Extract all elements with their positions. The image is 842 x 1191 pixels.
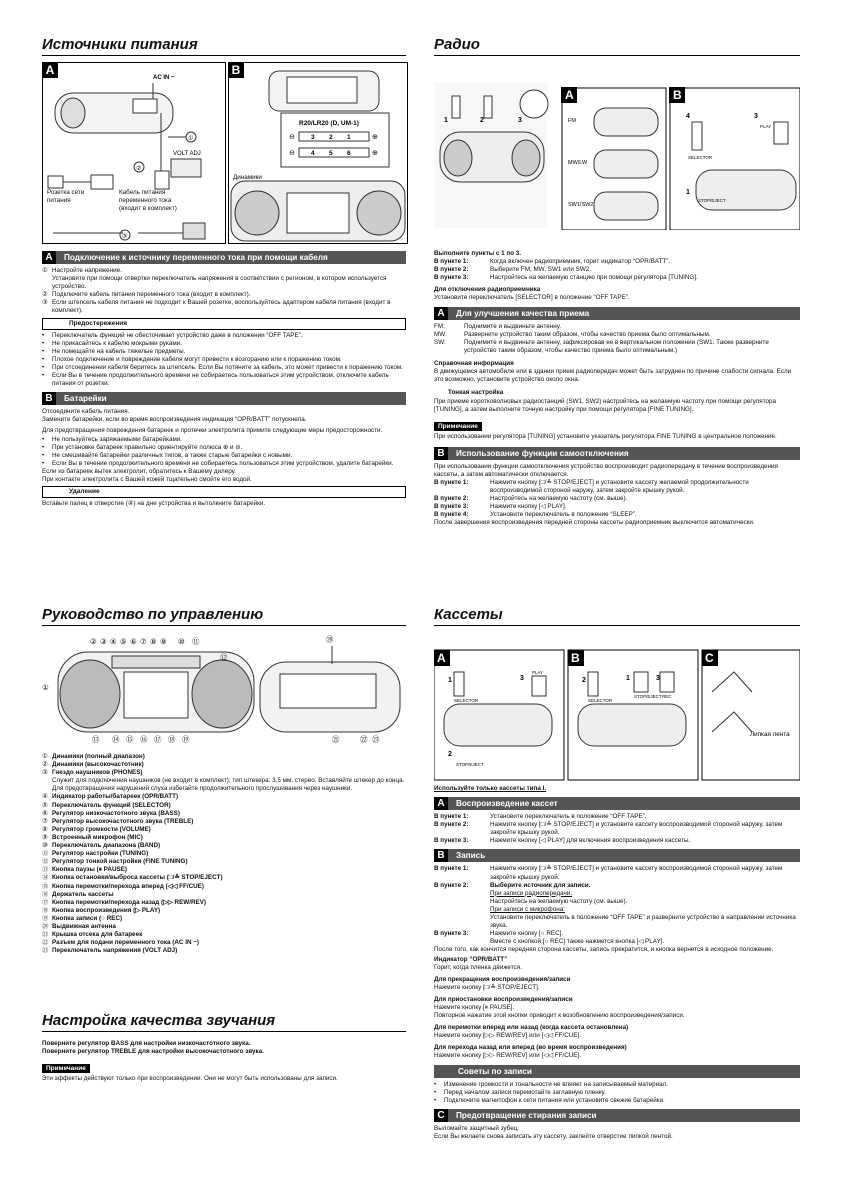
cas-sec-a-letter: A xyxy=(434,797,448,810)
ac-step-2: Подключите кабель питания переменного тока (входит в комплект). xyxy=(52,291,251,299)
sleep-step-text: Установите переключатель в положение “SLEEP”. xyxy=(490,511,637,519)
sound-heading: Настройка качества звучания xyxy=(42,1012,406,1032)
battery-p2: Замените батарейки, если во время воспроизведения индикация “OPR/BATT” потускнела. xyxy=(42,416,307,424)
ctrl-item-num: ⑳ xyxy=(42,922,49,930)
band-sw: SW1/SW2 xyxy=(568,202,594,208)
ctrl-num: ⑪ xyxy=(192,637,200,646)
band-key: MW: xyxy=(434,330,447,338)
radio-sec-a-title: Для улучшения качества приема xyxy=(456,308,590,318)
radio-step-text: Когда включен радиоприемник, горит индикатор “OPR/BATT”. xyxy=(490,258,671,266)
outlet-caption: Розетка сети питания xyxy=(47,189,85,205)
cas-b-stop: STOP/EJECT xyxy=(634,694,662,699)
ctrl-num: ⑦ xyxy=(140,637,147,646)
ctrl-item-num xyxy=(42,777,52,793)
ctrl-num: ④ xyxy=(110,637,117,646)
radio-off-title: Для отключения радиоприемника xyxy=(434,286,541,294)
fine-title: Тонкая настройка xyxy=(448,389,504,397)
battery-text: Отсоедините кабель питания. Замените батарейки, если во время воспроизведения индикация “OPR/BATT” потускнела. Для предотвращения повреждения батареек и протечки электролита примите следующие меры предосторожности. • Не пользуйтесь заряжаемыми батарейками. • При установке батареек правильно ориентируйте полюса ⊕ и ⊖. • Не смешивайте батарейки различных типов, а также старые батарейки с новыми. • Если Вы в течение продолжительного времени не собираетесь пользоваться этим устройством, удалите батарейки. Если из батареек вытек электролит, обратитесь к Вашему дилеру. При контакте электролита с Вашей кожей тщательно смойте его водой. xyxy=(42,408,406,484)
erase-l2: Если Вы желаете снова записать эту кассету, заклейте отверстие липкой лентой. xyxy=(434,1132,673,1140)
ac-step-3-num: ③ xyxy=(42,299,48,307)
battery-bullet: Не пользуйтесь заряжаемыми батарейками. xyxy=(52,435,183,443)
battery-type-label: R20/LR20 (D, UM-1) xyxy=(299,120,359,127)
ctrl-item-label: Регулятор настройки (TUNING) xyxy=(52,850,149,858)
ctrl-num: ⑧ xyxy=(150,637,157,646)
ctrl-num: ⑤ xyxy=(120,637,127,646)
ctrl-num: ⑬ xyxy=(92,735,100,744)
ac-step-1b: Установите при помощи отвертки переключатель напряжения в соответствии с регионом, в котором используется устройство. xyxy=(52,275,387,291)
ctrl-item-label: Регулятор тонкой настройки (FINE TUNING) xyxy=(52,858,188,866)
erase-l1: Выломайте защитный зубец. xyxy=(434,1124,520,1132)
band-mw: MW/LW xyxy=(568,160,588,166)
ac-step-1-num: ① xyxy=(42,267,48,274)
rec-step-text-b: Вместе с кнопкой [○ REC] также нажмется кнопка [◁ PLAY]. xyxy=(490,938,665,946)
ctrl-item-label: Кнопка перемотки/перехода вперед (◁◁ FF/CUE) xyxy=(52,882,204,890)
play-label: PLAY xyxy=(760,124,772,129)
cas-sec-c-title: Предотвращение стирания записи xyxy=(456,1110,597,1120)
cas-a-step-1: 1 xyxy=(448,677,452,684)
cassette-type-note xyxy=(434,785,800,793)
band-fm: FM xyxy=(568,118,576,124)
boombox-rear-illustration xyxy=(43,63,225,243)
radio-off-text: Установите переключатель [SELECTOR] в положение “OFF TAPE”. xyxy=(434,294,630,302)
power-figures xyxy=(42,62,406,247)
ctrl-num: ⑥ xyxy=(130,637,137,646)
band-text: Разверните устройство таким образом, чтобы качество приема было оптимальным. xyxy=(464,330,711,338)
erase-protection-text xyxy=(434,1125,800,1141)
sleep-step-key: В пункте 4: xyxy=(434,511,469,519)
sleep-step-key: В пункте 2: xyxy=(434,494,469,502)
wind-text: Нажмите кнопку [▷▷ REW/REV] или [◁◁ FF/CUE]. xyxy=(434,1032,581,1040)
battery-num-3: 3 xyxy=(311,134,315,141)
ind-text: Горит, когда пленка движется. xyxy=(434,963,522,971)
info-title: Справочная информация xyxy=(434,359,514,367)
cas-sec-b-bar xyxy=(434,849,800,862)
ctrl-item-num: ⑪ xyxy=(42,850,49,858)
controls-section xyxy=(42,606,406,955)
ctrl-item-num: ② xyxy=(42,761,48,769)
band-text: Поднимите и выдвиньте антенну, зафиксировав ее в вертикальном положении (SW1: Также разверните устройство таким образом, чтобы качество приема было оптимальным.) xyxy=(464,338,769,354)
ctrl-item-label: Кнопка перемотки/перехода назад (▷▷ REW/REV) xyxy=(52,898,207,906)
tip-item: Перед началом записи перемотайте заглавную пленку. xyxy=(444,1088,606,1096)
battery-compartment-illustration xyxy=(229,63,407,243)
battery-num-2: 2 xyxy=(329,134,333,141)
top-number-row xyxy=(90,637,200,646)
ctrl-item-label: Переключатель диапазона (BAND) xyxy=(52,842,161,850)
play-step-text: Нажмите кнопку [◁ PLAY] для включения воспроизведения кассеты. xyxy=(490,837,691,845)
play-step-key: В пункте 3: xyxy=(434,837,469,845)
battery-num-4: 4 xyxy=(311,150,315,157)
stop-title: Для прекращения воспроизведения/записи xyxy=(434,975,571,983)
ctrl-item-label: Держатель кассеты xyxy=(52,890,114,898)
radio-steps xyxy=(434,250,800,303)
caution-heading: Предостережения xyxy=(42,318,406,330)
sec-b-title: Батарейки xyxy=(64,394,107,404)
ctrl-item-num: ⑥ xyxy=(42,809,48,817)
ctrl-item-num: ⑩ xyxy=(42,842,48,850)
ctrl-item-num: ㉓ xyxy=(42,947,49,955)
caution-item: Не помещайте на кабель тяжелые предметы. xyxy=(52,347,186,355)
ctrl-item-label: Динамики (высокочастотник) xyxy=(52,761,144,769)
sleep-step-key: В пункте 1: xyxy=(434,478,469,486)
battery-bullet: Не смешивайте батарейки различных типов, а также старые батарейки с новыми. xyxy=(52,451,293,459)
radio-step-2: 2 xyxy=(480,117,484,124)
pause-text: Нажмите кнопку [⏸ PAUSE]. xyxy=(434,1003,515,1011)
radio-section xyxy=(434,36,800,527)
battery-num-5: 5 xyxy=(329,150,333,157)
reception-text xyxy=(434,323,800,415)
ctrl-item-num: ③ xyxy=(42,769,48,777)
ctrl-item-label: Регулятор высокочастотного звука (TREBLE) xyxy=(52,817,194,825)
cas-sec-a-title: Воспроизведение кассет xyxy=(456,799,558,809)
cas-a-step-3: 3 xyxy=(520,675,524,682)
ac-steps xyxy=(42,267,406,316)
pause-title: Для приостановки воспроизведения/записи xyxy=(434,995,573,1003)
playback-steps xyxy=(434,813,800,845)
ac-in-label: AC IN ~ xyxy=(153,75,175,81)
radio-step-key: В пункте 1: xyxy=(434,258,469,266)
cas-fig-a: A xyxy=(437,651,446,665)
controls-heading: Руководство по управлению xyxy=(42,606,406,626)
rec-mic-text: Установите переключатель в положение “OFF TAPE” и разверните устройство в направлении источника звука. xyxy=(490,914,796,930)
rec-step-key: В пункте 3: xyxy=(434,930,469,938)
battery-num-1: 1 xyxy=(347,134,351,141)
ctrl-item-label: Переключатель функций (SELECTOR) xyxy=(52,801,171,809)
figure-a-ac xyxy=(42,62,226,244)
ctrl-item-label: Встроенный микрофон (MIC) xyxy=(52,833,143,841)
sec-a-title: Подключение к источнику переменного тока при помощи кабеля xyxy=(64,253,328,262)
play-step-text: Нажмите кнопку [□/≙ STOP/EJECT] и установите кассету воспроизводимой стороной наружу, затем закройте крышку рукой. xyxy=(490,821,783,837)
radio-fig-a-label: A xyxy=(565,88,574,102)
sleep-step-text: Нажмите кнопку [□/≙ STOP/EJECT] и установите кассету желаемой продолжительности воспроизводимой стороной наружу, затем закройте крышку рукой. xyxy=(490,478,749,494)
cassette-illustrations xyxy=(434,632,800,782)
band-text: Поднимите и выдвиньте антенну. xyxy=(464,322,561,330)
play-step-key: В пункте 1: xyxy=(434,813,469,821)
sleep-intro: При использовании функции самоотключения устройство воспроизводит радиопередачу в течение воспроизведения кассеты, а затем автоматически отключается. xyxy=(434,462,778,478)
caution-item: Плохое подключение и повреждение кабеля могут привести к возгоранию или к поражению током. xyxy=(52,355,342,363)
ctrl-num: ⑩ xyxy=(178,637,185,646)
play-step-key: В пункте 2: xyxy=(434,821,469,829)
adhesive-tape-label: Липкая лента xyxy=(750,731,790,738)
ctrl-item-num: ⑯ xyxy=(42,890,49,898)
radio-step-key: В пункте 3: xyxy=(434,274,469,282)
ctrl-item-label: Кнопка воспроизведения (▷ PLAY) xyxy=(52,906,161,914)
radio-sec-b-bar xyxy=(434,447,800,460)
battery-num-6: 6 xyxy=(347,150,351,157)
sec-a-letter: A xyxy=(42,251,56,264)
ctrl-item-num: ⑫ xyxy=(42,858,49,866)
sec-b-letter: B xyxy=(42,392,56,405)
ctrl-num: ② xyxy=(90,637,97,646)
remove-heading: Удаление xyxy=(42,486,406,498)
ctrl-item-label: Регулятор громкости (VOLUME) xyxy=(52,825,151,833)
fig-a-num-3: ③ xyxy=(122,234,128,240)
ctrl-item-num: ⑨ xyxy=(42,833,48,841)
ctrl-num-23: ㉓ xyxy=(372,735,380,744)
fig-a-num-1: ① xyxy=(188,136,194,142)
cas-a-selector: SELECTOR xyxy=(454,698,479,703)
controls-list xyxy=(42,753,406,955)
ctrl-item-num: ⑰ xyxy=(42,898,49,906)
cas-sec-a-bar xyxy=(434,797,800,810)
ctrl-num-12: ⑫ xyxy=(220,653,228,662)
sound-note-label: Примечание xyxy=(42,1064,90,1073)
figure-label-a: A xyxy=(42,62,58,78)
ac-step-2-num: ② xyxy=(42,291,48,299)
rec-radio-sub: При записи радиопередачи: xyxy=(490,889,573,897)
ctrl-item-num: ⑭ xyxy=(42,874,49,882)
sleep-step-text: Нажмите кнопку [◁ PLAY]. xyxy=(490,503,567,511)
remove-text: Вставьте палец в отверстие (④) на дне устройства и вытолкните батарейки. xyxy=(42,500,266,508)
ctrl-num: ⑭ xyxy=(112,735,120,744)
caution-item: Не прикасайтесь к кабелю мокрыми руками. xyxy=(52,339,182,347)
sound-note-text: Эти эффекты действуют только при воспроизведении. Они не могут быть использованы для записи. xyxy=(42,1075,338,1083)
battery-p1: Отсоедините кабель питания. xyxy=(42,408,130,416)
cassettes-section xyxy=(434,606,800,1141)
sound-text xyxy=(42,1040,406,1056)
sound-section xyxy=(42,1012,406,1083)
ctrl-item-num: ⑬ xyxy=(42,866,49,874)
ac-step-1: Настройте напряжение. xyxy=(52,267,122,274)
radio-note-text: При использовании регулятора [TUNING] установите указатель регулятора FINE TUNING в центральное положение. xyxy=(434,432,777,440)
bottom-number-row xyxy=(92,735,190,744)
ac-step-1b-num xyxy=(42,275,52,291)
ctrl-item-num: ⑮ xyxy=(42,882,49,890)
cas-fig-b: B xyxy=(571,651,580,665)
sleep-outro: После завершения воспроизведения передней стороны кассеты радиоприемник выключится автоматически. xyxy=(434,519,755,527)
cas-a-stop: STOP/EJECT xyxy=(456,762,484,767)
cas-fig-c: C xyxy=(705,651,714,665)
caution-list: • Переключатель функций не обесточивает устройство даже в положении “OFF TAPE”. • Не прикасайтесь к кабелю мокрыми руками. • Не помещайте на кабель тяжелые предметы. • Плохое подключение и повреждение кабеля могут привести к возгоранию или к поражению током. • При отсоединении кабеля беритесь за штепсель. Если Вы потяните за кабель, это может привести к поражению током. • Если Вы в течение продолжительного времени не собираетесь пользоваться этим устройством, отключите кабель питания от розетки. xyxy=(42,332,406,389)
sound-treble: Поверните регулятор TREBLE для настройки высокочастотного звука. xyxy=(42,1048,264,1056)
radio-b-step-4: 4 xyxy=(686,113,690,120)
ctrl-item-label: Кнопка остановки/выброса кассеты (□/≙ STOP/EJECT) xyxy=(52,874,223,882)
figure-label-b: B xyxy=(228,62,244,78)
radio-steps-title: Выполните пункты с 1 по 3. xyxy=(434,250,522,257)
ac-step-3: Если штепсель кабеля питания не подходит к Вашей розетке, воспользуйтесь адаптером кабеля питания (входит в комплект). xyxy=(52,299,391,315)
tip-item: Изменение громкости и тональности не влияет на записываемый материал. xyxy=(444,1080,669,1088)
ctrl-item-num: ⑧ xyxy=(42,825,48,833)
ctrl-num-20: ⑳ xyxy=(326,635,334,644)
power-heading: Источники питания xyxy=(42,36,406,56)
cas-b-selector: SELECTOR xyxy=(588,698,613,703)
caution-item: При отсоединении кабеля беритесь за штепсель. Если Вы потяните за кабель, это может привести к поражению током. xyxy=(52,363,403,371)
radio-note-label: Примечание xyxy=(434,422,482,431)
cassettes-heading: Кассеты xyxy=(434,606,800,626)
radio-fig-b-label: B xyxy=(673,88,682,102)
ctrl-num: ⑲ xyxy=(182,735,190,744)
battery-p3: Для предотвращения повреждения батареек и протечки электролита примите следующие меры предосторожности. xyxy=(42,427,383,435)
cas-sec-c-letter: C xyxy=(434,1109,448,1122)
controls-figure xyxy=(42,632,406,744)
cas-sec-c-bar xyxy=(434,1109,800,1122)
ctrl-num: ⑱ xyxy=(168,735,176,744)
ctrl-num: ⑨ xyxy=(160,637,167,646)
radio-sec-b-title: Использование функции самоотключения xyxy=(456,448,629,458)
rec-radio-text: Настройтесь на желаемую частоту (см. выше). xyxy=(490,897,628,905)
cas-b-step-3: 3 xyxy=(656,675,660,682)
radio-b-step-1: 1 xyxy=(686,189,690,196)
ctrl-item-num: ① xyxy=(42,753,48,760)
power-section xyxy=(42,36,406,508)
radio-step-key: В пункте 2: xyxy=(434,266,469,274)
sleep-text xyxy=(434,463,800,528)
selector-label: SELECTOR xyxy=(688,155,713,160)
ctrl-item-label: Динамики (полный диапазон) xyxy=(52,753,145,760)
radio-heading: Радио xyxy=(434,36,800,56)
battery-p5: При контакте электролита с Вашей кожей тщательно смойте его водой. xyxy=(42,475,252,483)
speakers-label: Динамики xyxy=(233,174,262,181)
ctrl-num: ③ xyxy=(100,637,107,646)
cas-b-step-2: 2 xyxy=(582,677,586,684)
sound-bass: Поверните регулятор BASS для настройки низкочастотного звука. xyxy=(42,1040,251,1047)
ctrl-item-label: Крышка отсека для батареек xyxy=(52,931,143,939)
svg-text:⊕: ⊕ xyxy=(372,150,378,157)
ctrl-item-num: ㉒ xyxy=(42,939,49,947)
ctrl-item-label: Кнопка записи (○ REC) xyxy=(52,914,123,922)
cas-b-rec: REC xyxy=(662,694,672,699)
cable-caption: Кабель питания переменного тока (входит в комплект) xyxy=(119,189,177,213)
ctrl-item-label: Регулятор низкочастотного звука (BASS) xyxy=(52,809,180,817)
sleep-step-key: В пункте 3: xyxy=(434,503,469,511)
radio-b-step-3: 3 xyxy=(754,113,758,120)
ctrl-item-label: Гнездо наушников (PHONES) xyxy=(52,769,143,777)
ctrl-item-num: ⑤ xyxy=(42,801,48,809)
radio-step-3: 3 xyxy=(518,117,522,124)
rec-step-key: В пункте 1: xyxy=(434,865,469,873)
ctrl-num: ⑮ xyxy=(126,735,134,744)
ctrl-item-label: Переключатель напряжения (VOLT ADJ) xyxy=(52,947,178,955)
rec-step-key: В пункте 2: xyxy=(434,881,469,889)
radio-figures xyxy=(434,62,800,230)
battery-row-bottom xyxy=(289,148,378,157)
caution-item: Если Вы в течение продолжительного времени не собираетесь пользоваться этим устройством, отключите кабель питания от розетки. xyxy=(52,372,389,388)
stop-text: Нажмите кнопку [□/≙ STOP/EJECT]. xyxy=(434,983,540,991)
fig-a-num-2: ② xyxy=(136,166,142,172)
radio-step-text: Настройтесь на желаемую станцию при помощи регулятора [TUNING]. xyxy=(490,274,698,282)
radio-step-1: 1 xyxy=(444,117,448,124)
tips-bar xyxy=(434,1065,800,1078)
tips-list: • Изменение громкости и тональности не влияет на записываемый материал. • Перед началом записи перемотайте заглавную пленку. • Подключите магнитофон к сети питания или установите свежие батарейки. xyxy=(434,1081,800,1105)
ind-title: Индикатор “OPR/BATT” xyxy=(434,955,508,963)
ctrl-item-num: ㉑ xyxy=(42,931,49,939)
sec-b-battery-bar xyxy=(42,392,406,405)
ctrl-num-22: ㉒ xyxy=(360,735,368,744)
sleep-step-text: Настройтесь на желаемую частоту (см. выше). xyxy=(490,494,628,502)
tip-item: Подключите магнитофон к сети питания или установите свежие батарейки. xyxy=(444,1096,665,1104)
stop-label: STOP/EJECT xyxy=(698,198,726,203)
play-step-text: Установите переключатель в положение “OFF TAPE”. xyxy=(490,813,647,821)
svg-text:⊖: ⊖ xyxy=(289,150,295,157)
radio-step-text: Выберите FM, MW, SW1 или SW2. xyxy=(490,266,592,274)
ctrl-item-desc: Служит для подключения наушников (не входит в комплект); тип штекера: 3,5 мм, стерео. Вставляйте штекер до конца. Для предотвращения нарушений слуха избегайте продолжительного прослушивания через наушники. xyxy=(52,777,405,793)
tips-title: Советы по записи xyxy=(458,1066,532,1076)
svg-text:⊕: ⊕ xyxy=(372,134,378,141)
ctrl-item-num: ⑱ xyxy=(42,906,49,914)
cas-a-play: PLAY xyxy=(532,670,544,675)
ctrl-item-label: Индикатор работы/батареек (OPR/BATT) xyxy=(52,793,179,801)
skip-title: Для перехода назад или вперед (во время воспроизведения) xyxy=(434,1044,627,1052)
battery-bullet: При установке батареек правильно ориентируйте полюса ⊕ и ⊖. xyxy=(52,443,243,451)
pause-text-2: Повторное нажатие этой кнопки приводит к возобновлению воспроизведения/записи. xyxy=(434,1012,685,1020)
caution-item: Переключатель функций не обесточивает устройство даже в положении “OFF TAPE”. xyxy=(52,331,303,339)
ctrl-item-label: Кнопка паузы (⏸ PAUSE) xyxy=(52,866,127,874)
cas-b-step-1: 1 xyxy=(626,675,630,682)
svg-text:⊖: ⊖ xyxy=(289,134,295,141)
radio-illustrations xyxy=(434,62,800,230)
ctrl-num: ⑰ xyxy=(154,735,162,744)
radio-sec-a-bar xyxy=(434,307,800,320)
info-text: В движущемся автомобиле или в здании прием радиопередач может быть затруднен по причине слабости сигнала. Если это возможно, установите устройство около окна. xyxy=(434,368,792,384)
cas-sec-b-title: Запись xyxy=(456,851,486,861)
fine-text: При приеме коротковолновых радиостанций (SW1, SW2) настройтесь на желаемую частоту при помощи регулятора [TUNING], а затем выполните точную настройку при помощи регулятора [FINE TUNING]. xyxy=(434,398,777,414)
ctrl-num-21: ㉑ xyxy=(332,735,340,744)
cas-a-step-2: 2 xyxy=(448,751,452,758)
rec-mic-sub: При записи с микрофона: xyxy=(490,905,565,913)
ctrl-item-num: ⑲ xyxy=(42,914,49,922)
recording-text xyxy=(434,865,800,1060)
radio-sec-b-letter: B xyxy=(434,447,448,460)
rec-step-text: Нажмите кнопку [○ REC]. xyxy=(490,930,564,938)
ctrl-num-1: ① xyxy=(42,683,49,692)
rec-after: После того, как кончится передняя сторона кассеты, запись прекратится, и кнопка вернется в исходное положение. xyxy=(434,946,774,954)
ctrl-item-label: Разъем для подачи переменного тока (AC IN ~) xyxy=(52,939,200,947)
sec-a-ac-bar xyxy=(42,251,406,264)
battery-p4: Если из батареек вытек электролит, обратитесь к Вашему дилеру. xyxy=(42,467,236,475)
radio-sec-a-letter: A xyxy=(434,307,448,320)
cas-sec-b-letter: B xyxy=(434,849,448,862)
band-key: FM: xyxy=(434,322,445,330)
battery-bullet: Если Вы в течение продолжительного времени не собираетесь пользоваться этим устройством, удалите батарейки. xyxy=(52,459,394,467)
skip-text: Нажмите кнопку [▷▷ REW/REV] или [◁◁ FF/CUE]. xyxy=(434,1052,581,1060)
front-rear-illustration xyxy=(42,632,406,744)
ctrl-item-label: Выдвижная антенна xyxy=(52,922,116,930)
ctrl-num: ⑯ xyxy=(140,735,148,744)
cassette-figures xyxy=(434,632,800,782)
ctrl-item-num: ⑦ xyxy=(42,817,48,825)
wind-title: Для перемотки вперед или назад (когда кассета остановлена) xyxy=(434,1024,629,1032)
ctrl-item-num: ④ xyxy=(42,793,48,801)
only-type-i: Используйте только кассеты типа I. xyxy=(434,785,547,792)
figure-b-batteries xyxy=(228,62,408,244)
rec-step-text: Выберите источник для записи. xyxy=(490,881,591,889)
volt-adj-label: VOLT ADJ xyxy=(173,151,201,157)
rec-step-text: Нажмите кнопку [□/≙ STOP/EJECT] и установите кассету воспроизводимой стороной наружу, затем закройте крышку рукой. xyxy=(490,865,783,881)
battery-row-top xyxy=(289,132,378,141)
band-key: SW: xyxy=(434,338,446,346)
